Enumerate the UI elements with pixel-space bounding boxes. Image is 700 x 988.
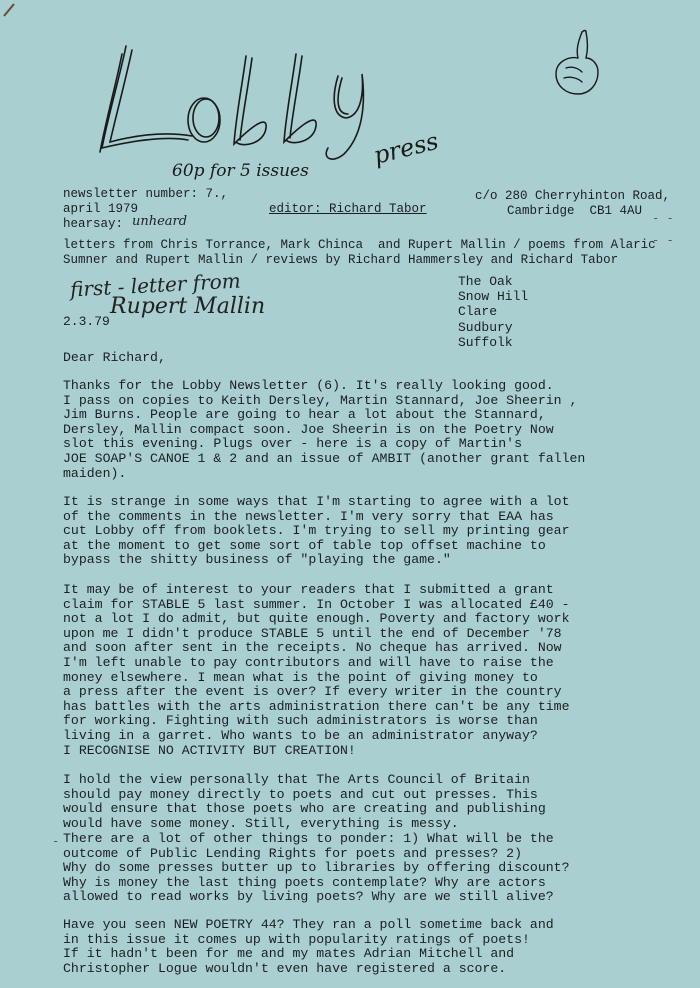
- staple-mark: [0, 0, 20, 20]
- contents-line-2: Sumner and Rupert Mallin / reviews by Richard Hammersley and Richard Tabor: [63, 253, 619, 267]
- letter-line: maiden).: [63, 465, 127, 481]
- margin-mark: - -: [652, 233, 674, 247]
- salutation: Dear Richard,: [63, 350, 166, 365]
- letter-line: should pay money directly to poets and cut out presses. This: [63, 786, 538, 802]
- pointing-hand-icon: [548, 28, 606, 100]
- letter-line: It may be of interest to your readers that I submitted a grant: [63, 582, 554, 597]
- letter-line: living in a garret. Who wants to be an administrator anyway?: [63, 727, 538, 743]
- handwritten-note-line1: first - letter from: [69, 268, 242, 302]
- letter-line: money elsewhere. I mean what is the point of giving money to: [63, 669, 538, 685]
- letter-line: Jim Burns. People are going to hear a lot about the Stannard,: [63, 407, 546, 423]
- letter-line: has battles with the arts administration there can't be any time: [63, 698, 570, 714]
- letter-line: a press after the event is over? If every writer in the country: [63, 684, 562, 700]
- letter-line: There are a lot of other things to ponder: 1) What will be the: [63, 831, 554, 846]
- sender-address-line: The Oak: [458, 274, 513, 289]
- letter-line: I'm left unable to pay contributors and will have to raise the: [63, 654, 554, 670]
- contents-line-1: letters from Chris Torrance, Mark Chinca and Rupert Mallin / poems from Alaric: [63, 238, 656, 252]
- letter-date: 2.3.79: [63, 314, 110, 329]
- sender-address-line: Clare: [458, 304, 498, 320]
- letter-line: Christopher Logue wouldn't even have registered a score.: [63, 960, 507, 976]
- letter-line: Have you seen NEW POETRY 44? They ran a poll sometime back and: [63, 917, 554, 932]
- sender-address-line: Sudbury: [458, 319, 513, 335]
- letter-paragraph-4: [63, 773, 653, 831]
- sender-address-line: Suffolk: [458, 334, 513, 350]
- letter-line: cut Lobby off from booklets. I'm trying to sell my printing gear: [63, 523, 570, 539]
- letter-line: bypass the shitty business of "playing the game.": [63, 552, 451, 568]
- letter-line: Why do some presses butter up to libraries by offering discount?: [63, 860, 570, 876]
- hearsay-value: unheard: [132, 214, 188, 229]
- letter-line: upon me I didn't produce STABLE 5 until the end of December '78: [63, 625, 562, 641]
- letter-line: Why is money the last thing poets contemplate? Why are actors: [63, 874, 546, 890]
- letter-line: not a lot I do admit, but quite enough. Poverty and factory work: [63, 611, 570, 627]
- letter-line: allowed to read works by living poets? Why are we still alive?: [63, 889, 554, 905]
- editor-credit: editor: Richard Tabor: [269, 202, 427, 216]
- letter-paragraph-3: [63, 583, 653, 758]
- hearsay-label: hearsay:: [63, 217, 124, 231]
- letter-line: I hold the view personally that The Arts Council of Britain: [63, 772, 530, 787]
- letter-line: It is strange in some ways that I'm starting to agree with a lot: [63, 494, 570, 509]
- letter-paragraph-6: [63, 918, 653, 976]
- letter-line: If it hadn't been for me and my mates Adrian Mitchell and: [63, 946, 515, 962]
- letter-line: and soon after sent in the receipts. No cheque has arrived. Now: [63, 640, 562, 656]
- issue-date: april 1979: [63, 202, 139, 216]
- letter-line: for working. Fighting with such administrators is worse than: [63, 713, 538, 729]
- letter-paragraph-5: [63, 832, 653, 905]
- editor-address-line2: Cambridge CB1 4AU: [507, 204, 643, 218]
- handwritten-note-line2: Rupert Mallin: [110, 294, 266, 319]
- price-note: 60p for 5 issues: [172, 161, 309, 181]
- letter-line: would ensure that those poets who are creating and publishing: [63, 801, 546, 817]
- press-label: press: [370, 126, 442, 170]
- letter-line: claim for STABLE 5 last summer. In October I was allocated £40 -: [63, 596, 570, 612]
- editor-address-line1: c/o 280 Cherryhinton Road,: [475, 189, 671, 203]
- margin-mark: - -: [652, 211, 674, 225]
- sender-address: [458, 274, 528, 350]
- letter-line: Dersley, Mallin compact soon. Joe Sheerin is on the Poetry Now: [63, 421, 554, 437]
- letter-line: JOE SOAP'S CANOE 1 & 2 and an issue of AMBIT (another grant fallen: [63, 450, 586, 466]
- letter-line: of the comments in the newsletter. I'm very sorry that EAA has: [63, 508, 554, 524]
- letter-line: slot this evening. Plugs over - here is a copy of Martin's: [63, 436, 522, 452]
- margin-mark: -: [52, 834, 60, 848]
- letter-line: Thanks for the Lobby Newsletter (6). It's really looking good.: [63, 378, 554, 393]
- sender-address-line: Snow Hill: [458, 289, 529, 305]
- letter-line: in this issue it comes up with popularity ratings of poets!: [63, 931, 530, 947]
- lobby-press-logo: [96, 36, 466, 186]
- letter-line: would have some money. Still, everything is messy.: [63, 815, 459, 831]
- letter-line: I pass on copies to Keith Dersley, Martin Stannard, Joe Sheerin ,: [63, 392, 578, 408]
- newsletter-number: newsletter number: 7.,: [63, 187, 229, 201]
- letter-line: I RECOGNISE NO ACTIVITY BUT CREATION!: [63, 742, 356, 758]
- letter-paragraph-1: [63, 379, 653, 481]
- letter-line: outcome of Public Lending Rights for poets and presses? 2): [63, 845, 522, 861]
- letter-paragraph-2: [63, 495, 653, 568]
- letter-line: at the moment to get some sort of table top offset machine to: [63, 537, 546, 553]
